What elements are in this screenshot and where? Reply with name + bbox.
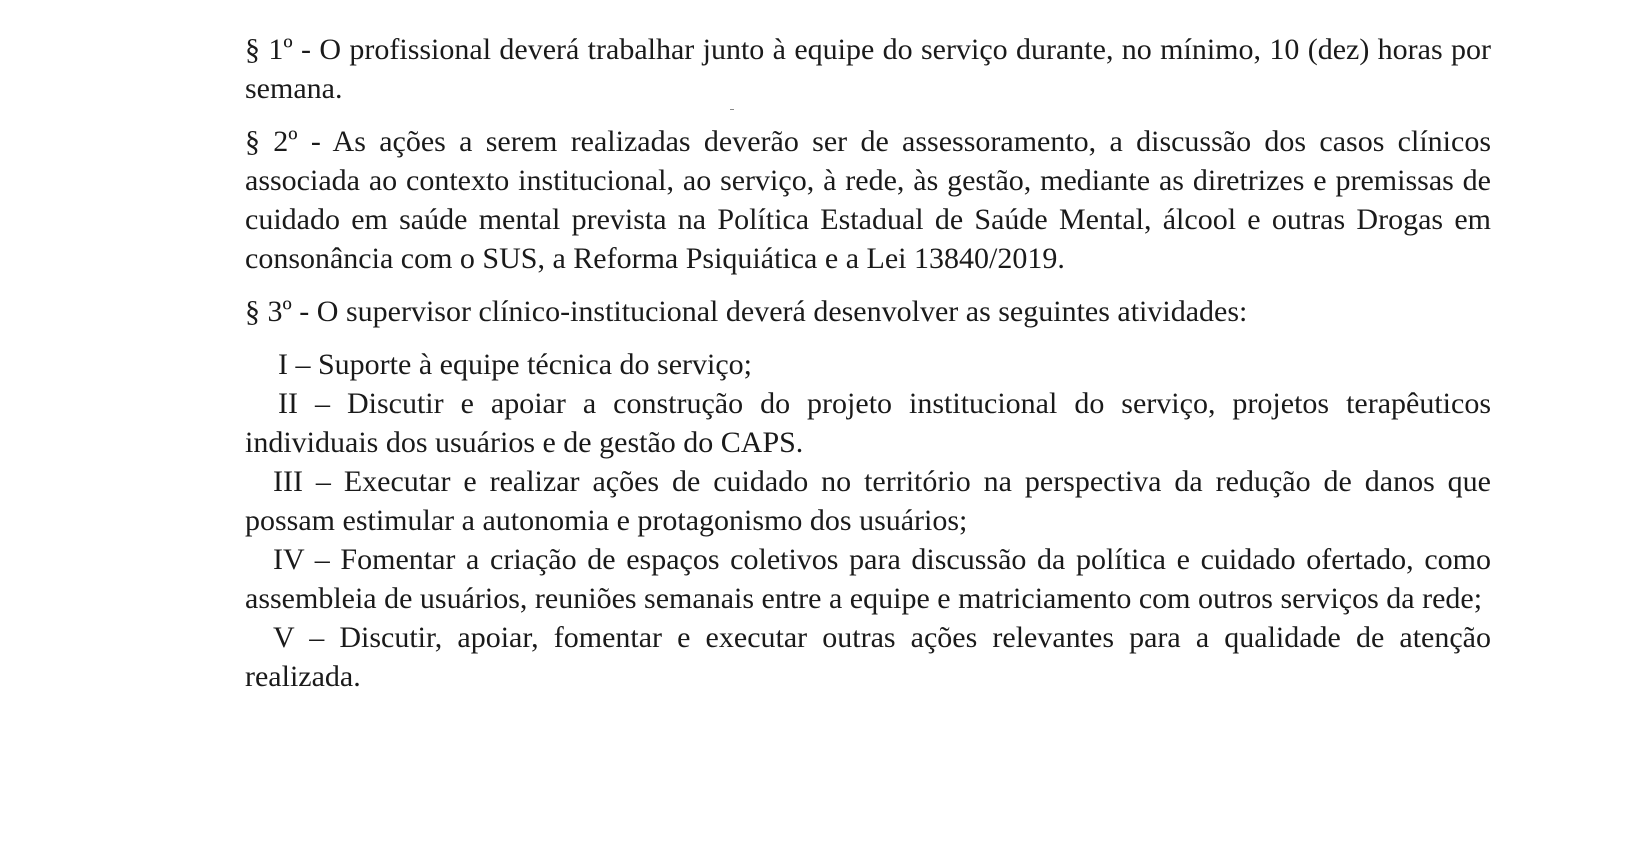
list-item-text: IV – Fomentar a criação de espaços coletivos para discussão da política e cuidado ofertado, como assembleia de usuários, reuniões semanais entre a equipe e matriciamento com outros serviços da rede;	[245, 543, 1491, 615]
paragraph-3: § 3º - O supervisor clínico-institucional deverá desenvolver as seguintes atividades:	[245, 295, 1248, 328]
list-item	[245, 462, 1491, 540]
paragraph-2: § 2º - As ações a serem realizadas deverão ser de assessoramento, a discussão dos casos clínicos associada ao contexto institucional, ao serviço, à rede, às gestão, mediante as diretrizes e premissas de cuidado em saúde mental prevista na Política Estadual de Saúde Mental, álcool e outras Drogas em consonância com o SUS, a Reforma Psiquiática e a Lei 13840/2019.	[245, 125, 1491, 275]
list-item	[245, 384, 1491, 462]
list-item-text: I – Suporte à equipe técnica do serviço;	[278, 348, 752, 381]
list-item-text: III – Executar e realizar ações de cuidado no território na perspectiva da redução de danos que possam estimular a autonomia e protagonismo dos usuários;	[245, 465, 1491, 537]
activity-list	[245, 345, 1491, 696]
scan-artifact	[730, 109, 734, 110]
list-item	[245, 618, 1491, 696]
paragraph-1: § 1º - O profissional deverá trabalhar junto à equipe do serviço durante, no mínimo, 10 (dez) horas por semana.	[245, 33, 1491, 105]
document-page	[245, 30, 1491, 696]
list-item	[245, 540, 1491, 618]
list-item-text: II – Discutir e apoiar a construção do projeto institucional do serviço, projetos terapêuticos individuais dos usuários e de gestão do CAPS.	[245, 387, 1491, 459]
list-item	[245, 345, 1491, 384]
list-item-text: V – Discutir, apoiar, fomentar e executar outras ações relevantes para a qualidade de atenção realizada.	[245, 621, 1491, 693]
